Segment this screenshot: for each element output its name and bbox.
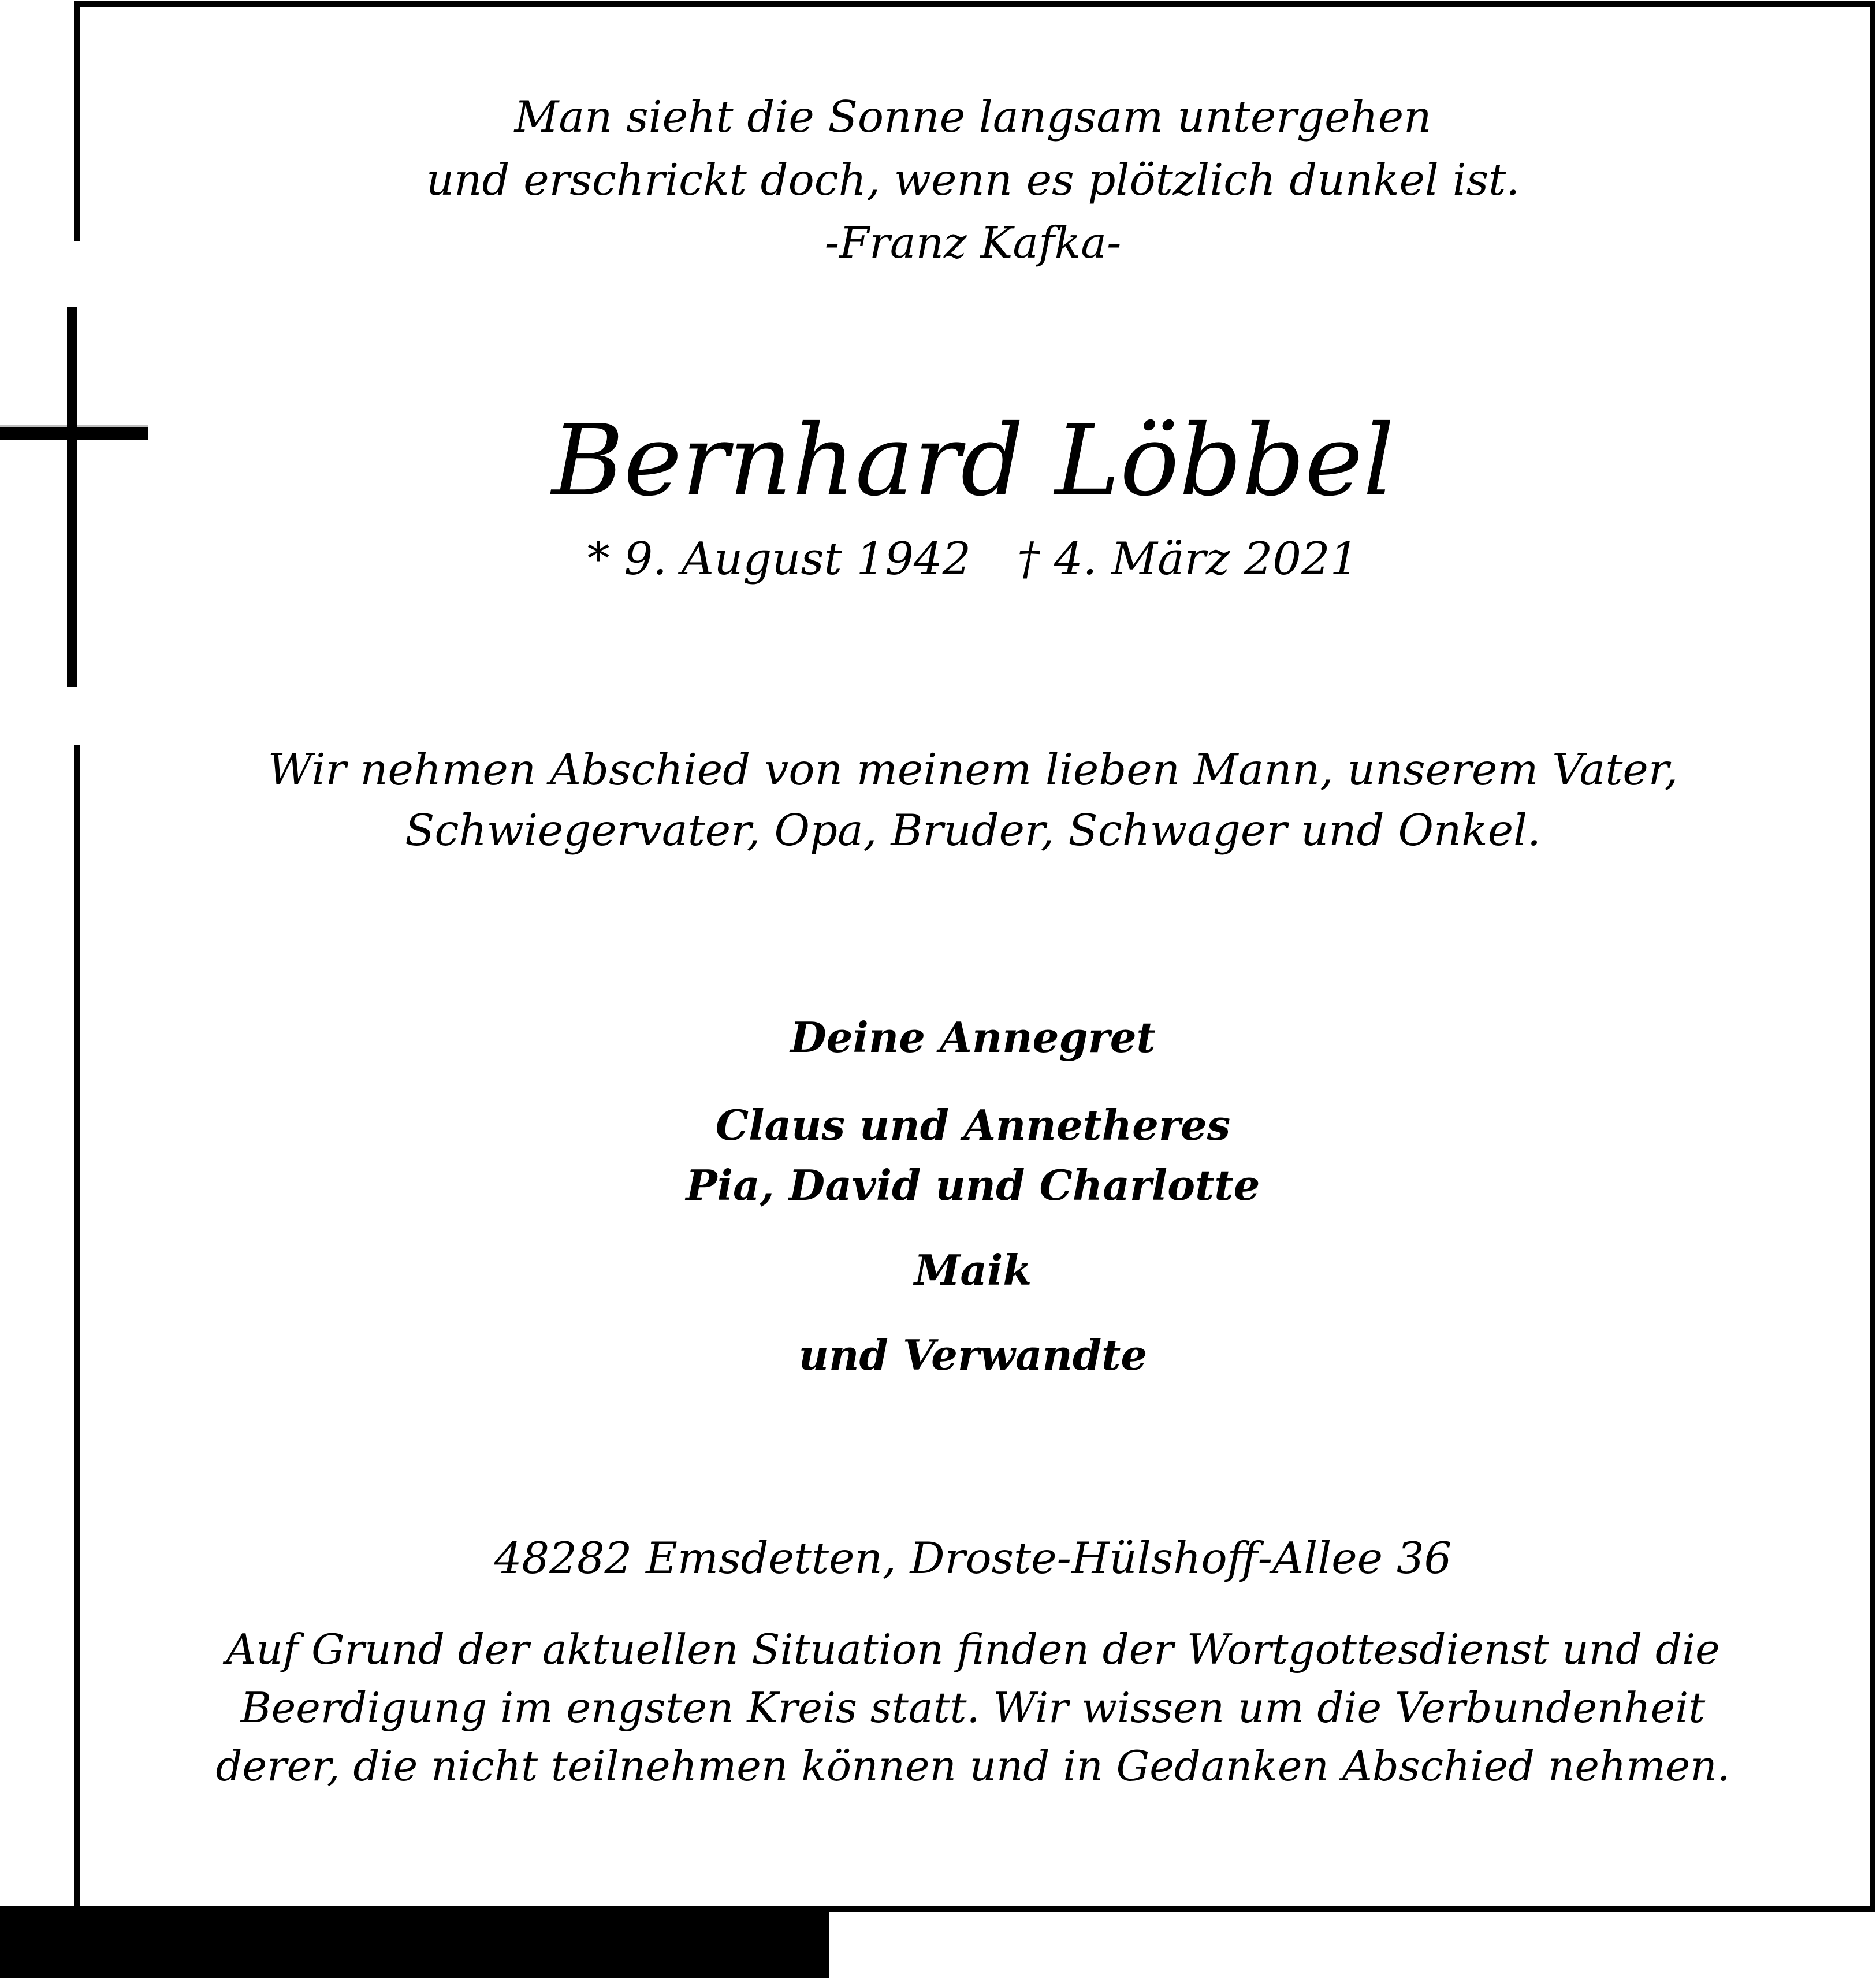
farewell-line-2: Schwiegervater, Opa, Bruder, Schwager und Onkel. — [405, 805, 1541, 856]
notice-line-2: Beerdigung im engsten Kreis statt. Wir wissen um die Verbundenheit — [240, 1683, 1706, 1732]
farewell-paragraph — [75, 739, 1871, 861]
death-date: † 4. März 2021 — [1017, 533, 1359, 585]
mourner-grandchildren: Pia, David und Charlotte — [686, 1161, 1260, 1210]
epigraph-line-2: und erschrickt doch, wenn es plötzlich dunkel ist. — [426, 154, 1520, 205]
birth-date: * 9. August 1942 — [587, 533, 972, 585]
mourner-spouse: Deine Annegret — [790, 1013, 1156, 1062]
mourner-children: Claus und Annetheres — [715, 1100, 1231, 1150]
deceased-name: Bernhard Löbbel — [551, 404, 1395, 518]
epigraph — [75, 85, 1871, 274]
epigraph-line-1: Man sieht die Sonne langsam untergehen — [514, 91, 1432, 142]
bottom-black-bar — [0, 1906, 829, 1978]
address-line: 48282 Emsdetten, Droste-Hülshoff-Allee 36 — [494, 1533, 1452, 1583]
mourner-relatives: und Verwandte — [798, 1330, 1148, 1380]
card-border-top — [74, 1, 1875, 7]
funeral-notice — [75, 1620, 1871, 1795]
epigraph-attribution: -Franz Kafka- — [824, 217, 1122, 268]
notice-line-3: derer, die nicht teilnehmen können und in Gedanken Abschied nehmen. — [215, 1742, 1730, 1790]
mourner-maik: Maik — [914, 1245, 1032, 1295]
notice-line-1: Auf Grund der aktuellen Situation finden der Wortgottesdienst und die — [226, 1625, 1720, 1674]
farewell-line-1: Wir nehmen Abschied von meinem lieben Mann, unserem Vater, — [267, 744, 1678, 795]
life-dates — [75, 530, 1871, 589]
